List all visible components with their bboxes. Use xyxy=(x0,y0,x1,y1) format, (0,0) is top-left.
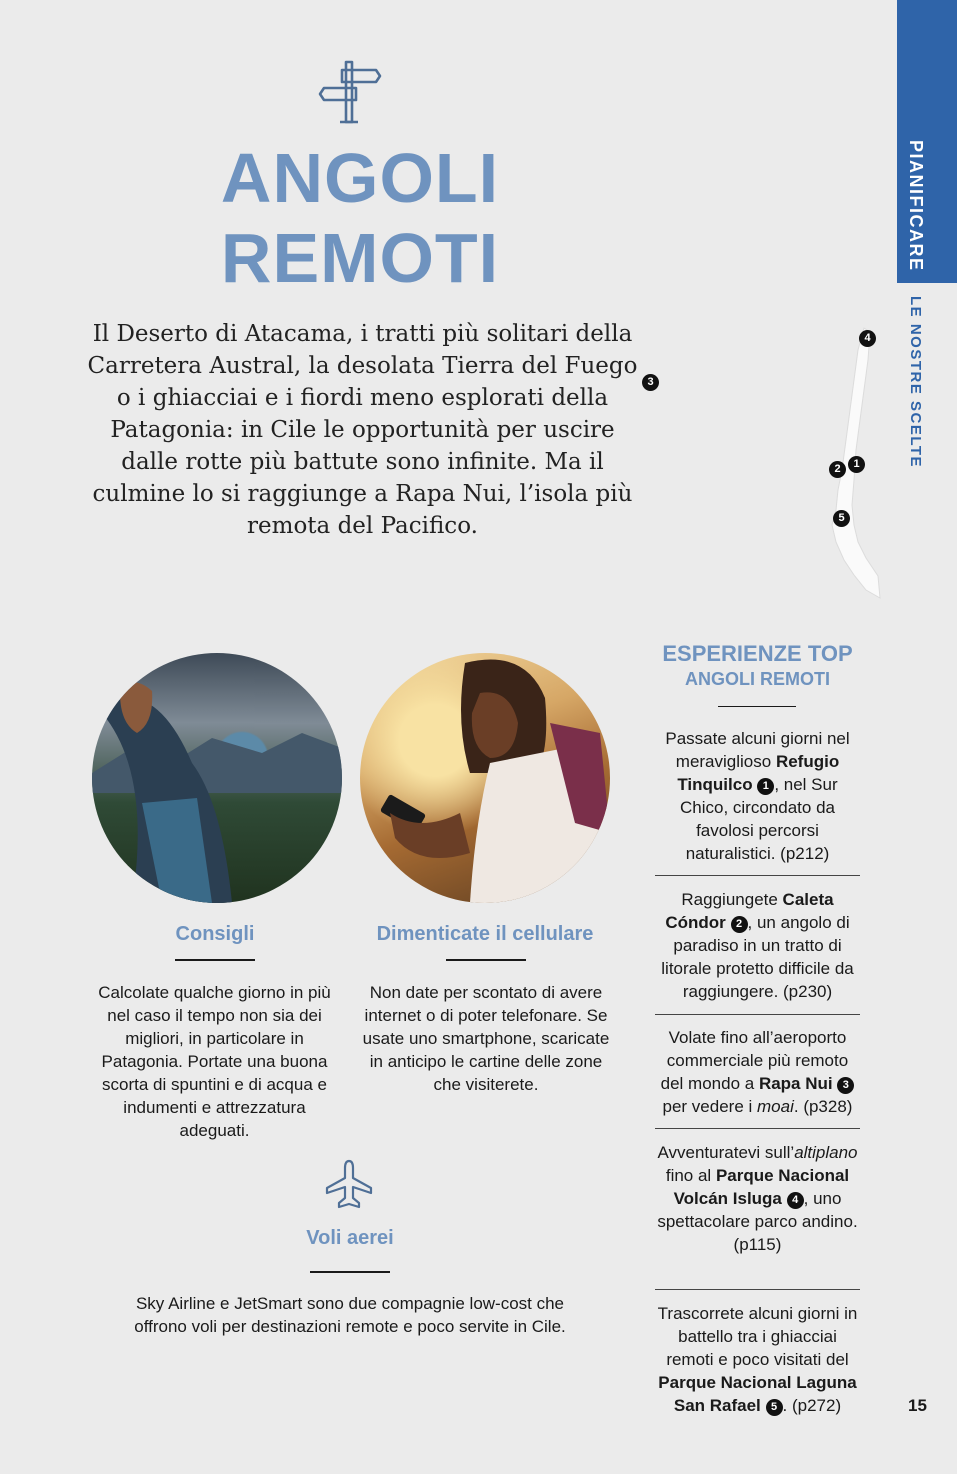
entry-text: . (p272) xyxy=(782,1396,842,1415)
tip-heading-cellulare: Dimenticate il cellulare xyxy=(376,923,594,945)
place-name: Parque Nacional Laguna San Rafael xyxy=(658,1373,857,1415)
entry-text: . (p328) xyxy=(793,1097,853,1116)
entry-text: Passate alcuni giorni nel meraviglioso xyxy=(665,729,850,771)
entry-text: Avventuratevi sull’ xyxy=(657,1143,795,1162)
divider xyxy=(655,1014,860,1015)
place-number: 5 xyxy=(766,1399,783,1416)
map-marker-2: 2 xyxy=(829,461,846,478)
place-name: Refugio Tinquilco xyxy=(677,752,840,794)
place-name: Rapa Nui xyxy=(758,1074,833,1093)
entry-text: , uno spettacolare parco andino. (p115) xyxy=(657,1189,858,1254)
top-entry-4 xyxy=(655,1141,860,1256)
divider xyxy=(655,1289,860,1290)
tip-heading-voli: Voli aerei xyxy=(306,1227,394,1249)
entry-italic: altiplano xyxy=(794,1143,858,1162)
top-entry-3 xyxy=(655,1026,860,1118)
page-number: 15 xyxy=(908,1396,927,1415)
divider xyxy=(655,1128,860,1129)
place-number: 2 xyxy=(731,916,748,933)
entry-text: Volate fino all’aeroporto commerciale più remoto del mondo a xyxy=(660,1028,849,1093)
top-entry-5 xyxy=(655,1302,860,1417)
place-name: Caleta Cóndor xyxy=(665,890,834,932)
place-name: Parque Nacional Volcán Isluga xyxy=(673,1166,850,1208)
top-experiences-heading xyxy=(655,640,860,690)
top-entry-2 xyxy=(655,888,860,1003)
entry-text: Trascorrete alcuni giorni in battello tra i ghiacciai remoti e poco visitati del xyxy=(657,1304,858,1369)
divider xyxy=(718,706,796,707)
map-marker-5: 5 xyxy=(833,510,850,527)
top-entry-1 xyxy=(655,727,860,865)
section-tab-label: PIANIFICARE xyxy=(906,140,926,272)
tip-text-voli: Sky Airline e JetSmart sono due compagnie low-cost che offrono voli per destinazioni remote e poco servite in Cile. xyxy=(134,1294,566,1336)
map-marker-3: 3 xyxy=(642,374,659,391)
place-number: 1 xyxy=(757,778,774,795)
divider xyxy=(310,1271,390,1273)
title-line-2: REMOTI xyxy=(220,219,500,297)
tip-heading-consigli: Consigli xyxy=(175,923,255,945)
entry-text: fino al xyxy=(665,1166,716,1185)
tip-text-cellulare: Non date per scontato di avere internet o di poter telefonare. Se usate uno smartphone, scaricate in anticipo le cartine delle zone che visiterete. xyxy=(362,983,610,1094)
entry-text: per vedere i xyxy=(662,1097,758,1116)
hiker-photo xyxy=(92,653,342,903)
subsection-label: LE NOSTRE SCELTE xyxy=(907,296,924,469)
entry-text: Raggiungete xyxy=(681,890,783,909)
title-line-1: ANGOLI xyxy=(220,139,500,217)
top-heading-line-2: ANGOLI REMOTI xyxy=(685,669,830,689)
divider xyxy=(175,959,255,961)
place-number: 3 xyxy=(837,1077,854,1094)
entry-text: , nel Sur Chico, circondato da favolosi percorsi naturalistici. (p212) xyxy=(680,775,838,863)
map-marker-1: 1 xyxy=(848,456,865,473)
phone-user-photo xyxy=(360,653,610,903)
map-marker-4: 4 xyxy=(859,330,876,347)
divider xyxy=(446,959,526,961)
top-heading-line-1: ESPERIENZE TOP xyxy=(662,641,853,666)
signpost-icon xyxy=(318,58,382,124)
entry-italic: moai xyxy=(757,1097,794,1116)
tip-text-consigli: Calcolate qualche giorno in più nel caso il tempo non sia dei migliori, in particolare in Patagonia. Portate una buona scorta di spuntini e di acqua e indumenti e attrezzatura adeguati. xyxy=(98,983,331,1140)
airplane-icon xyxy=(323,1158,375,1210)
entry-text: , un angolo di paradiso in un tratto di litorale protetto difficile da raggiungere. (p230) xyxy=(661,913,854,1001)
intro-paragraph: Il Deserto di Atacama, i tratti più solitari della Carretera Austral, la desolata Tierra del Fuego o i ghiacciai e i fiordi meno esplorati della Patagonia: in Cile le opportunità per uscire dalle rotte più battute sono infinite. Ma il culmine lo si raggiunge a Rapa Nui, l’isola più remota del Pacifico. xyxy=(87,321,638,539)
divider xyxy=(655,875,860,876)
page-title xyxy=(140,138,580,298)
place-number: 4 xyxy=(787,1192,804,1209)
